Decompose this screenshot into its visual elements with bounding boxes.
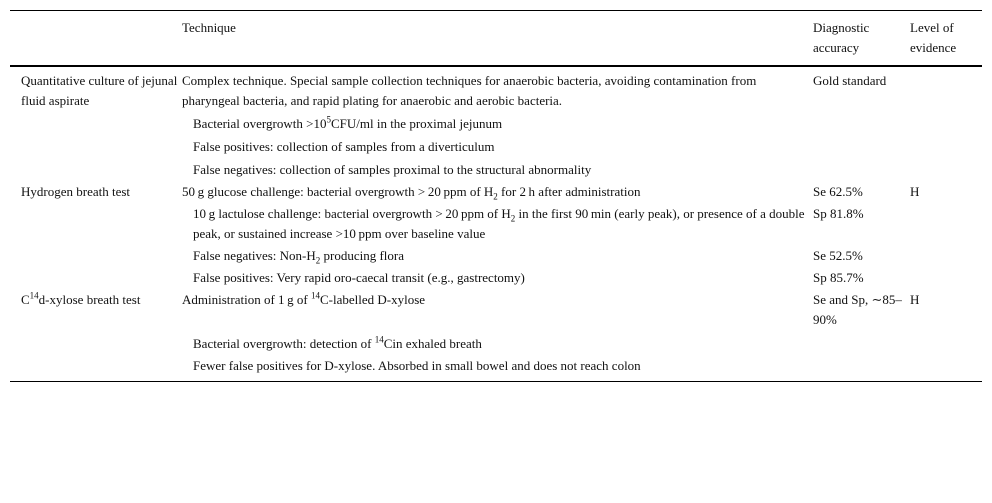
culture-false-positives: False positives: collection of samples from a diverticulum (193, 139, 495, 154)
culture-overgrowth (182, 112, 813, 135)
culture-overgrowth-exponent: 5 (326, 114, 331, 125)
hydrogen-lactulose-accuracy: Sp 81.8% (813, 206, 864, 221)
table-row (10, 181, 982, 203)
glucose-subscript: 2 (493, 191, 498, 202)
hydrogen-glucose-accuracy: Se 62.5% (813, 184, 863, 199)
glucose-text-end: for 2 h after administration (497, 184, 641, 199)
empty-cell (910, 135, 982, 158)
culture-evidence (910, 66, 982, 112)
xylose-detect-text: Bacterial overgrowth: detection of (193, 336, 375, 351)
hydrogen-fp-accuracy: Sp 85.7% (813, 270, 864, 285)
empty-cell (813, 135, 910, 158)
xylose-fewer-false-positives: Fewer false positives for D-xylose. Absorbed in small bowel and does not reach colon (193, 358, 641, 373)
culture-false-negatives: False negatives: collection of samples proximal to the structural abnormality (193, 162, 592, 177)
header-blank (10, 11, 182, 67)
header-technique: Technique (182, 20, 236, 35)
method-name-culture: Quantitative culture of jejunal fluid aspirate (21, 73, 178, 108)
empty-cell (813, 333, 910, 355)
xylose-name-c: C (21, 292, 30, 307)
table-container (10, 10, 982, 382)
culture-description: Complex technique. Special sample collection techniques for anaerobic bacteria, avoiding contamination from pharyngeal bacteria, and rapid plating for anaerobic and aerobic bacteria. (182, 73, 757, 108)
table-row (10, 66, 982, 112)
header-row (10, 11, 982, 67)
culture-overgrowth-unit: CFU/ml in the proximal jejunum (330, 116, 503, 131)
hydrogen-glucose (182, 181, 813, 203)
culture-overgrowth-text: Bacterial overgrowth >10 (193, 116, 327, 131)
hydrogen-false-negatives (182, 245, 813, 267)
table-row (10, 289, 982, 333)
xylose-admin-sup: 14 (310, 290, 320, 301)
glucose-text: 50 g glucose challenge: bacterial overgrowth > 20 ppm of H (182, 184, 494, 199)
method-name-xylose (10, 289, 182, 382)
empty-cell (813, 355, 910, 382)
fn-text-end: producing flora (320, 248, 405, 263)
diagnostic-methods-table (10, 10, 982, 382)
hydrogen-false-positives: False positives: Very rapid oro-caecal transit (e.g., gastrectomy) (193, 270, 525, 285)
xylose-name-sup: 14 (29, 290, 39, 301)
xylose-detect-sup: 14 (374, 334, 384, 345)
xylose-name-rest: d-xylose breath test (38, 292, 141, 307)
lactulose-text-end: in the first 90 min (early peak), or presence of a double peak, or sustained increase >10 ppm over baseline value (193, 206, 805, 241)
xylose-detect-rest: Cin exhaled breath (383, 336, 482, 351)
fn-subscript: 2 (315, 255, 321, 266)
xylose-accuracy: Se and Sp, ∼85–90% (813, 292, 902, 327)
empty-cell (910, 112, 982, 135)
header-level-of-evidence: Level of evidence (910, 20, 957, 55)
xylose-admin (182, 289, 813, 333)
method-name-hydrogen: Hydrogen breath test (21, 184, 131, 199)
xylose-admin-text: Administration of 1 g of (182, 292, 311, 307)
lactulose-text: 10 g lactulose challenge: bacterial overgrowth > 20 ppm of H (193, 206, 511, 221)
xylose-detection (182, 333, 813, 355)
empty-cell (813, 112, 910, 135)
hydrogen-evidence: H (910, 184, 920, 199)
fn-text: False negatives: Non-H (193, 248, 316, 263)
lactulose-subscript: 2 (510, 213, 516, 224)
header-diagnostic-accuracy: Diagnostic accuracy (813, 20, 870, 55)
empty-cell (813, 158, 910, 181)
xylose-evidence: H (910, 292, 920, 307)
culture-accuracy: Gold standard (813, 73, 887, 88)
xylose-admin-rest: C-labelled D-xylose (319, 292, 426, 307)
hydrogen-fn-accuracy: Se 52.5% (813, 248, 863, 263)
empty-cell (910, 158, 982, 181)
hydrogen-lactulose (182, 203, 813, 245)
